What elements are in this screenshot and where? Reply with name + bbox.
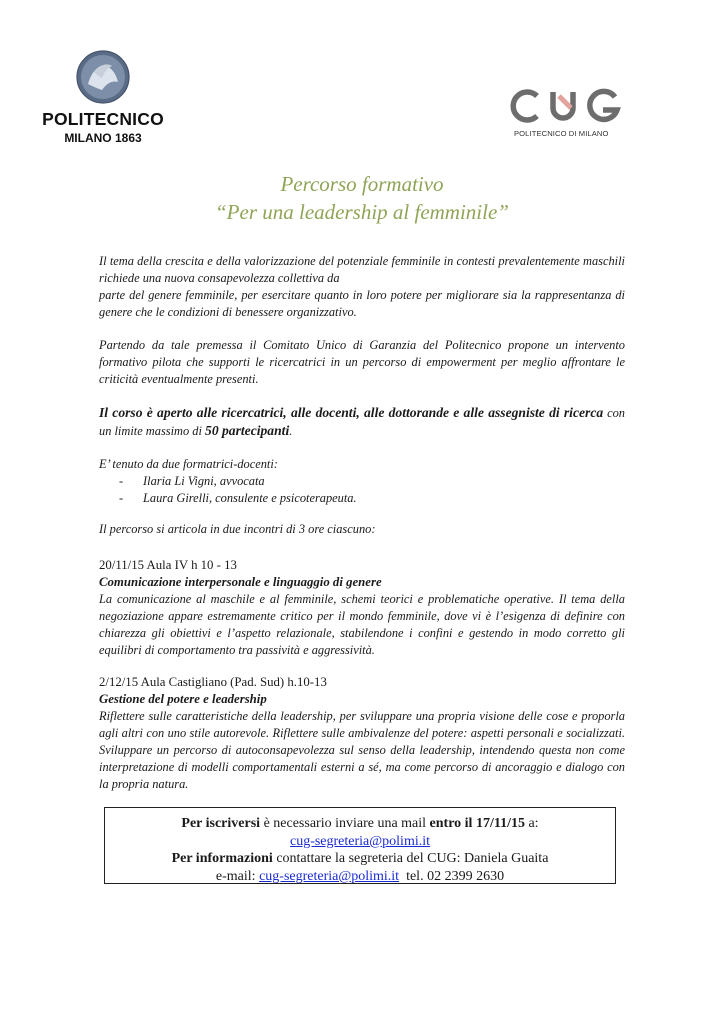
- info-bold: Per informazioni: [171, 851, 273, 866]
- session-2-when: 2/12/15 Aula Castigliano (Pad. Sud) h.10-13: [99, 675, 327, 689]
- trainers-list: [99, 473, 625, 507]
- email-label: e-mail:: [215, 868, 260, 884]
- trainers-intro: E’ tenuto da due formatrici-docenti:: [99, 457, 278, 471]
- title-line-1: Percorso formativo: [280, 172, 444, 196]
- enroll-end: a:: [524, 816, 539, 831]
- session-2: [99, 674, 625, 793]
- structure-text: Il percorso si articola in due incontri di 3 ore ciascuno:: [99, 522, 376, 536]
- audience-paragraph: [99, 404, 625, 440]
- title-line-2: “Per una leadership al femminile”: [215, 200, 509, 224]
- session-1-when: 20/11/15 Aula IV h 10 - 13: [99, 558, 237, 572]
- info-line: [105, 850, 615, 868]
- phone-text: tel. 02 2399 2630: [399, 868, 505, 884]
- cug-subtitle: POLITECNICO DI MILANO: [514, 129, 609, 138]
- list-item: - Laura Girelli, consulente e psicoterapeuta.: [99, 490, 625, 507]
- session-1: [99, 557, 625, 659]
- list-item: - Ilaria Li Vigni, avvocata: [99, 473, 625, 490]
- politecnico-subtitle: MILANO 1863: [64, 131, 142, 145]
- intro-paragraph-1: [99, 253, 625, 321]
- audience-bold: Il corso è aperto alle ricercatrici, alle docenti, alle dottorande e alle assegniste di ricerca: [99, 405, 604, 420]
- contact-line: [105, 868, 615, 886]
- audience-max-participants: 50 partecipanti: [205, 423, 290, 438]
- enroll-bold: Per iscriversi: [181, 816, 261, 831]
- structure-paragraph: [99, 521, 625, 538]
- info-box: [104, 807, 616, 884]
- trainers-section: [99, 456, 625, 507]
- intro-text-1a: Il tema della crescita e della valorizzazione del potenziale femminile in contesti prevalentemente maschili richiede una nuova consapevolezza collettiva da: [99, 254, 625, 285]
- audience-rest-2: .: [289, 424, 293, 438]
- deadline-bold: entro il 17/11/15: [429, 816, 525, 831]
- politecnico-seal-icon: [76, 50, 130, 104]
- intro-text-2: Partendo da tale premessa il Comitato Unico di Garanzia del Politecnico propone un intervento formativo pilota che supporti le ricercatrici in un percorso di empowerment per meglio affrontare le criticità eventualmente presenti.: [99, 338, 625, 386]
- intro-text-1b: parte del genere femminile, per esercitare quanto in loro potere per migliorare sia la rappresentanza di genere che le condizioni di benessere organizzativo.: [99, 288, 625, 319]
- enroll-text: è necessario inviare una mail: [260, 816, 430, 831]
- info-text: contattare la segreteria del CUG: Daniela Guaita: [272, 851, 549, 866]
- session-2-description: Riflettere sulle caratteristiche della leadership, per sviluppare una propria visione delle cose e proporla agli altri con uno stile autorevole. Riflettere sulle ambivalenze del potere: aspetti personali e socializzati. Sviluppare un percorso di autoconsapevolezza sul senso della leadership, intendendo questa non come interpretazione di modelli comportamentali esterni a sé, ma come percorso di ancoraggio e dialogo con la propria natura.: [99, 709, 625, 791]
- session-1-title: Comunicazione interpersonale e linguaggio di genere: [99, 575, 382, 589]
- politecnico-logo: [38, 50, 168, 145]
- session-1-description: La comunicazione al maschile e al femminile, schemi teorici e problematiche operative. Il tema della negoziazione appare estremamente critico per il mondo femminile, dove vi è l’esigenza di definire con chiarezza gli obiettivi e l’aspetto relazionale, stabilendone i confini e gestendo in modo corretto gli equilibri di comportamento tra passività e aggressività.: [99, 592, 625, 657]
- cug-logo: [507, 88, 627, 138]
- cug-wordmark-icon: [507, 88, 625, 124]
- intro-paragraph-2: [99, 337, 625, 388]
- email-link-2[interactable]: cug-segreteria@polimi.it: [259, 868, 400, 884]
- session-2-title: Gestione del potere e leadership: [99, 692, 267, 706]
- email-link[interactable]: cug-segreteria@polimi.it: [289, 833, 430, 849]
- audience-rest-1: con un limite massimo di: [99, 406, 625, 438]
- politecnico-name: POLITECNICO: [42, 109, 164, 129]
- enroll-line: [105, 815, 615, 833]
